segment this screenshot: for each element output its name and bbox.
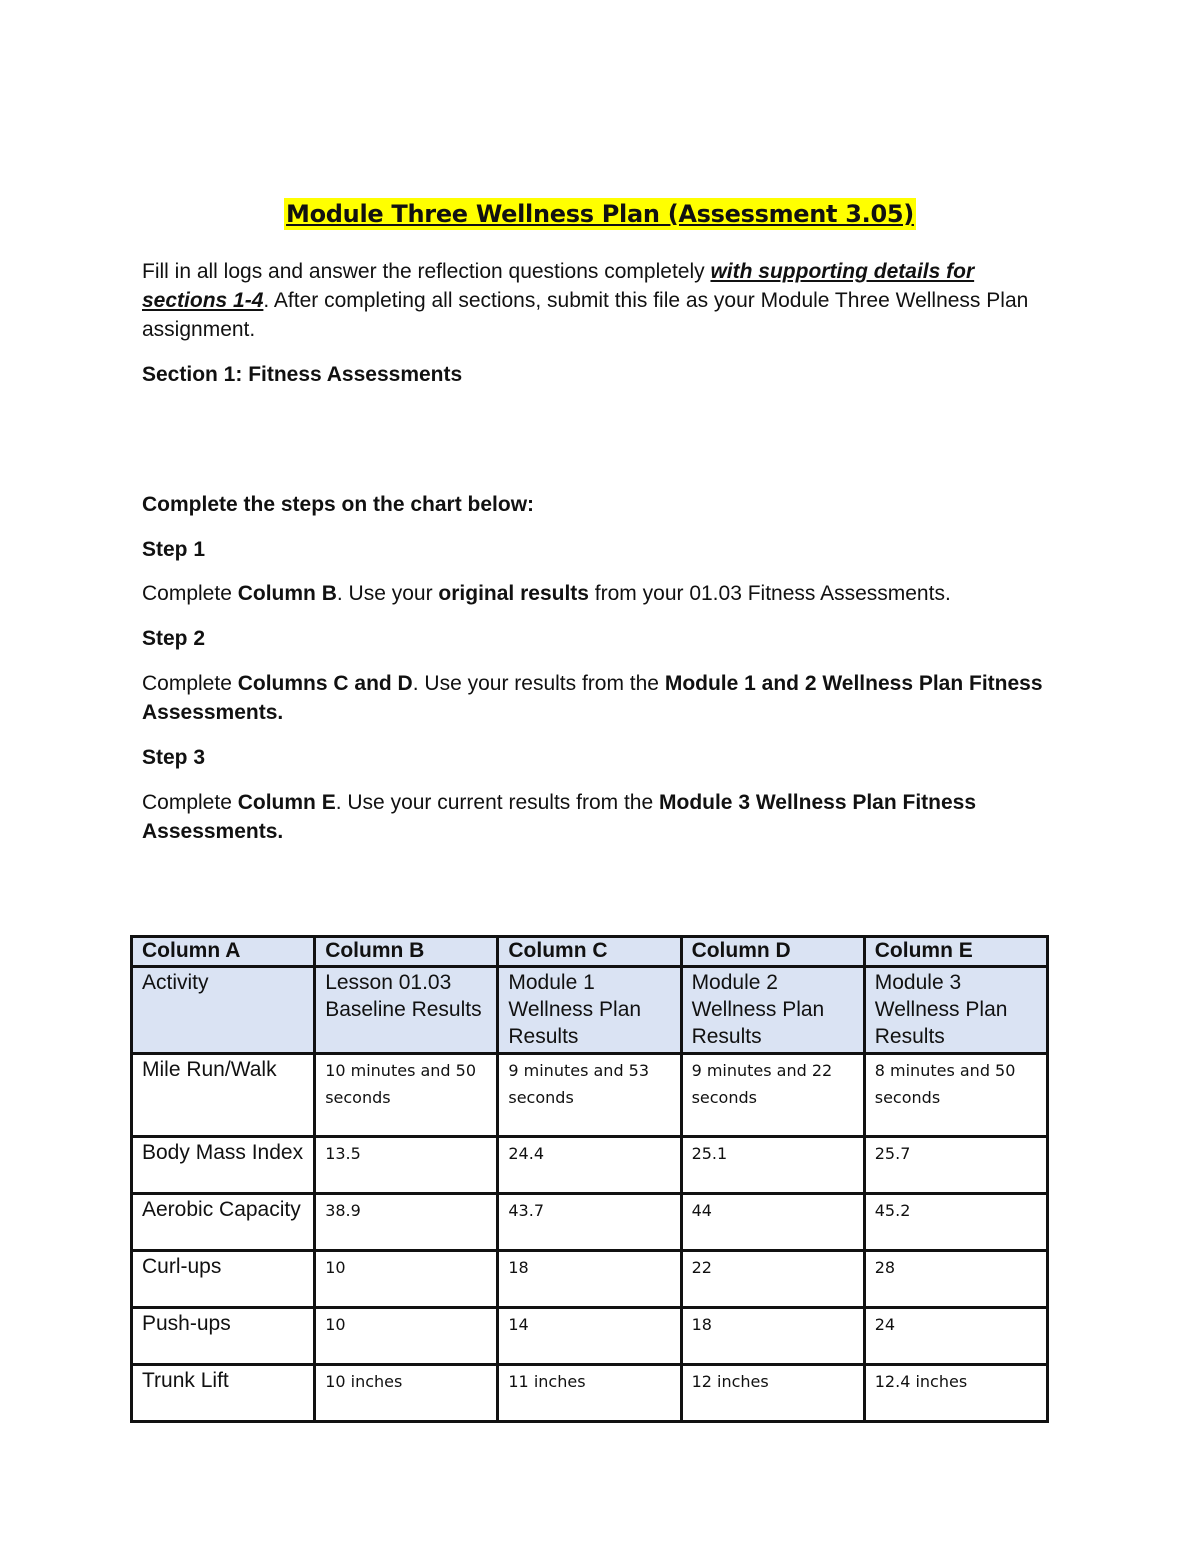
subheader-module-3: Module 3 Wellness Plan Results bbox=[864, 967, 1047, 1054]
step-1-label: Step 1 bbox=[142, 538, 206, 561]
step-2-text-b: . Use your results from the bbox=[412, 672, 665, 695]
value-cell: 24 bbox=[864, 1308, 1047, 1365]
table-row bbox=[132, 1194, 1048, 1251]
header-column-c: Column C bbox=[498, 937, 681, 967]
header-column-b: Column B bbox=[315, 937, 498, 967]
value-cell: 43.7 bbox=[498, 1194, 681, 1251]
activity-cell: Trunk Lift bbox=[132, 1365, 315, 1422]
activity-cell: Mile Run/Walk bbox=[132, 1054, 315, 1137]
header-column-a: Column A bbox=[132, 937, 315, 967]
value-cell: 14 bbox=[498, 1308, 681, 1365]
step-1-text-b: . Use your bbox=[336, 582, 439, 605]
intro-paragraph bbox=[142, 257, 1062, 344]
subheader-module-2: Module 2 Wellness Plan Results bbox=[681, 967, 864, 1054]
value-cell: 45.2 bbox=[864, 1194, 1047, 1251]
step-3-text-a: Complete bbox=[142, 791, 238, 814]
table-row bbox=[132, 1251, 1048, 1308]
step-2-bold-b: Module 1 and 2 Wellness Plan Fitness Assessments. bbox=[142, 672, 1043, 724]
activity-cell: Aerobic Capacity bbox=[132, 1194, 315, 1251]
step-1-text-c: from your 01.03 Fitness Assessments. bbox=[588, 582, 951, 605]
value-cell: 12 inches bbox=[681, 1365, 864, 1422]
value-cell: 38.9 bbox=[315, 1194, 498, 1251]
fitness-results-table bbox=[130, 935, 1049, 1423]
step-1-bold-a: Column B bbox=[237, 582, 337, 605]
value-cell: 18 bbox=[681, 1308, 864, 1365]
step-1-text-a: Complete bbox=[142, 582, 238, 605]
value-cell: 9 minutes and 22 seconds bbox=[681, 1054, 864, 1137]
value-cell: 24.4 bbox=[498, 1137, 681, 1194]
header-column-e: Column E bbox=[864, 937, 1047, 967]
value-cell: 12.4 inches bbox=[864, 1365, 1047, 1422]
activity-cell: Body Mass Index bbox=[132, 1137, 315, 1194]
value-cell: 10 bbox=[315, 1308, 498, 1365]
value-cell: 10 inches bbox=[315, 1365, 498, 1422]
value-cell: 11 inches bbox=[498, 1365, 681, 1422]
table-subheader-row bbox=[132, 967, 1048, 1054]
table-row bbox=[132, 1137, 1048, 1194]
complete-steps-heading: Complete the steps on the chart below: bbox=[142, 493, 535, 516]
title-wrapper bbox=[0, 198, 1200, 230]
table-header-row bbox=[132, 937, 1048, 967]
subheader-module-1: Module 1 Wellness Plan Results bbox=[498, 967, 681, 1054]
step-1-text bbox=[142, 579, 1062, 608]
value-cell: 9 minutes and 53 seconds bbox=[498, 1054, 681, 1137]
step-1-bold-b: original results bbox=[438, 582, 589, 605]
step-2-label: Step 2 bbox=[142, 627, 206, 650]
section-1-heading: Section 1: Fitness Assessments bbox=[142, 363, 463, 386]
activity-cell: Curl-ups bbox=[132, 1251, 315, 1308]
header-column-d: Column D bbox=[681, 937, 864, 967]
subheader-activity: Activity bbox=[132, 967, 315, 1054]
table-row bbox=[132, 1308, 1048, 1365]
step-3-label: Step 3 bbox=[142, 746, 206, 769]
value-cell: 18 bbox=[498, 1251, 681, 1308]
step-3-bold-a: Column E bbox=[237, 791, 336, 814]
value-cell: 13.5 bbox=[315, 1137, 498, 1194]
step-3-text bbox=[142, 788, 1062, 846]
value-cell: 22 bbox=[681, 1251, 864, 1308]
step-3-text-b: . Use your current results from the bbox=[335, 791, 659, 814]
intro-text-start: Fill in all logs and answer the reflection questions completely bbox=[142, 260, 711, 283]
activity-cell: Push-ups bbox=[132, 1308, 315, 1365]
page-title: Module Three Wellness Plan (Assessment 3.05) bbox=[286, 200, 914, 228]
value-cell: 25.7 bbox=[864, 1137, 1047, 1194]
value-cell: 44 bbox=[681, 1194, 864, 1251]
intro-text-end: . After completing all sections, submit this file as your Module Three Wellness Plan assignment. bbox=[142, 289, 1029, 341]
step-2-bold-a: Columns C and D bbox=[237, 672, 413, 695]
value-cell: 10 minutes and 50 seconds bbox=[315, 1054, 498, 1137]
step-2-text-a: Complete bbox=[142, 672, 238, 695]
table-row bbox=[132, 1365, 1048, 1422]
value-cell: 10 bbox=[315, 1251, 498, 1308]
table-row bbox=[132, 1054, 1048, 1137]
value-cell: 25.1 bbox=[681, 1137, 864, 1194]
subheader-baseline: Lesson 01.03 Baseline Results bbox=[315, 967, 498, 1054]
value-cell: 8 minutes and 50 seconds bbox=[864, 1054, 1047, 1137]
step-2-text bbox=[142, 669, 1062, 727]
step-3-bold-b: Module 3 Wellness Plan Fitness Assessments. bbox=[142, 791, 977, 843]
intro-emphasis: with supporting details for sections 1-4 bbox=[142, 260, 975, 312]
value-cell: 28 bbox=[864, 1251, 1047, 1308]
